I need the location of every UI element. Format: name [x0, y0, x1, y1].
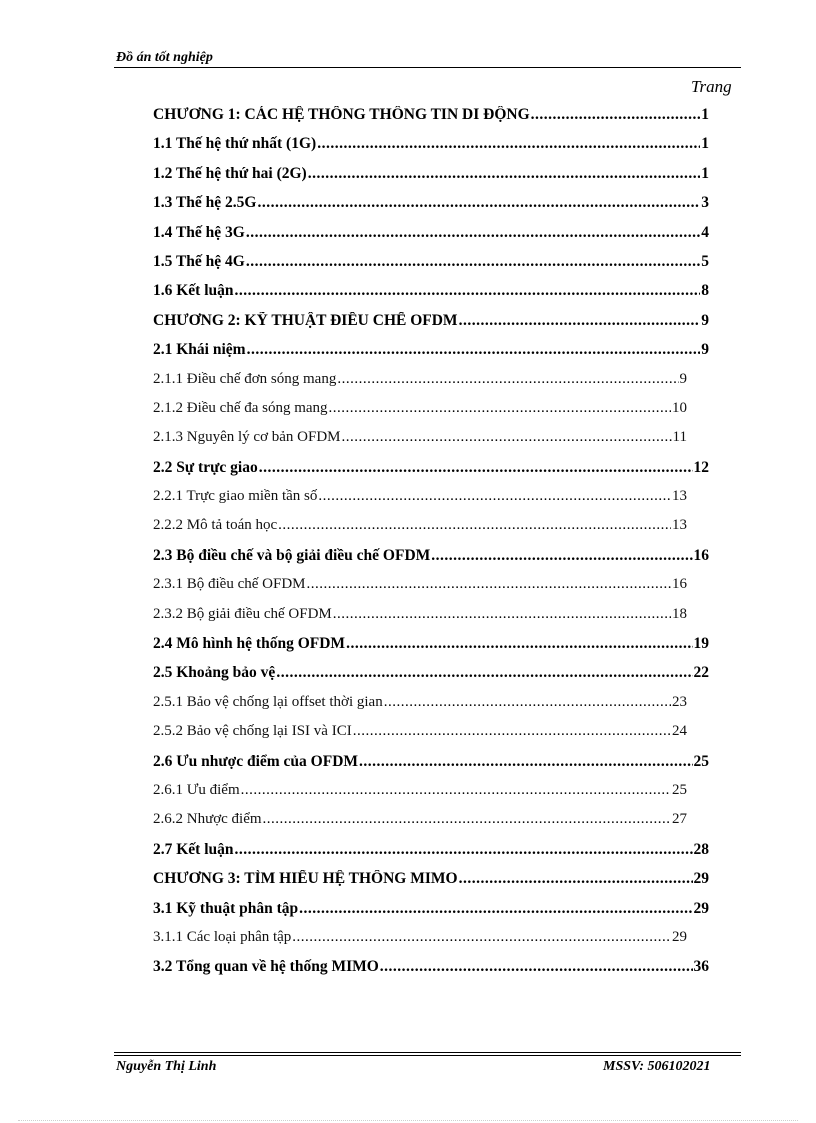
toc-entry[interactable] [153, 400, 687, 429]
toc-entry-title: 2.5.2 Bảo vệ chống lại ISI và ICI [153, 723, 352, 740]
toc-entry-title: 2.5 Khoảng bảo vệ [153, 664, 276, 682]
toc-entry[interactable] [153, 165, 709, 194]
toc-entry-title: 2.3.2 Bộ giải điều chế OFDM [153, 605, 332, 622]
toc-entry[interactable] [153, 253, 709, 282]
toc-entry[interactable] [153, 282, 709, 311]
toc-entry[interactable] [153, 753, 709, 782]
toc-entry-page-number: 4 [701, 223, 709, 241]
toc-entry-title: 1.6 Kết luận [153, 282, 234, 300]
toc-entry[interactable] [153, 841, 709, 870]
toc-dot-leader [276, 664, 692, 682]
toc-dot-leader [278, 517, 671, 534]
toc-entry-title: 2.1.2 Điều chế đa sóng mang [153, 399, 328, 416]
toc-entry-page-number: 9 [701, 311, 709, 329]
toc-entry-page-number: 11 [672, 429, 687, 446]
toc-entry-title: CHƯƠNG 1: CÁC HỆ THỐNG THÔNG TIN DI ĐỘNG [153, 106, 530, 123]
toc-entry-page-number: 29 [693, 870, 709, 888]
toc-entry-title: 1.1 Thế hệ thứ nhất (1G) [153, 135, 317, 153]
toc-entry-title: 2.3 Bộ điều chế và bộ giải điều chế OFDM [153, 546, 431, 564]
toc-dot-leader [246, 224, 700, 242]
toc-entry-page-number: 1 [701, 135, 709, 153]
toc-entry-page-number: 9 [679, 370, 687, 387]
toc-entry-title: 2.3.1 Bộ điều chế OFDM [153, 576, 306, 593]
toc-entry-title: 2.5.1 Bảo vệ chống lại offset thời gian [153, 693, 383, 710]
toc-entry[interactable] [153, 929, 687, 958]
toc-dot-leader [459, 312, 701, 330]
toc-entry[interactable] [153, 517, 687, 546]
toc-dot-leader [346, 635, 692, 653]
toc-dot-leader [247, 341, 701, 359]
toc-entry-page-number: 16 [672, 576, 687, 593]
footer-student-id: MSSV: 506102021 [603, 1059, 711, 1074]
toc-dot-leader [308, 165, 701, 183]
toc-dot-leader [459, 870, 693, 888]
toc-entry[interactable] [153, 312, 709, 341]
toc-entry[interactable] [153, 135, 709, 164]
toc-entry-title: 3.1.1 Các loại phân tập [153, 928, 292, 945]
toc-entry[interactable] [153, 106, 709, 135]
toc-entry-title: 2.2 Sự trực giao [153, 458, 258, 476]
toc-entry[interactable] [153, 429, 687, 458]
toc-entry[interactable] [153, 576, 687, 605]
toc-entry-page-number: 22 [693, 664, 709, 682]
toc-entry-page-number: 16 [693, 546, 709, 564]
toc-entry[interactable] [153, 459, 709, 488]
toc-entry-page-number: 25 [693, 752, 709, 770]
toc-entry-page-number: 1 [701, 106, 709, 123]
toc-entry-page-number: 10 [672, 399, 687, 416]
toc-entry-page-number: 12 [693, 458, 709, 476]
toc-dot-leader [353, 723, 671, 740]
toc-entry-page-number: 19 [693, 635, 709, 653]
toc-dot-leader [333, 606, 671, 623]
toc-entry-page-number: 1 [701, 164, 709, 182]
toc-entry-title: 2.6 Ưu nhược điểm của OFDM [153, 752, 359, 770]
toc-entry-title: 2.1.3 Nguyên lý cơ bản OFDM [153, 429, 341, 446]
toc-entry-page-number: 8 [701, 282, 709, 300]
table-of-contents [153, 106, 709, 988]
toc-dot-leader [318, 488, 671, 505]
toc-dot-leader [380, 958, 693, 976]
toc-entry-title: CHƯƠNG 2: KỸ THUẬT ĐIỀU CHẾ OFDM [153, 311, 458, 329]
toc-entry[interactable] [153, 900, 709, 929]
toc-dot-leader [299, 900, 692, 918]
toc-dot-leader [241, 782, 671, 799]
toc-entry[interactable] [153, 664, 709, 693]
toc-entry[interactable] [153, 194, 709, 223]
toc-entry[interactable] [153, 488, 687, 517]
footer-author: Nguyễn Thị Linh [116, 1059, 217, 1074]
toc-entry[interactable] [153, 341, 709, 370]
toc-entry-title: 1.3 Thế hệ 2.5G [153, 194, 257, 212]
toc-entry-title: 2.1.1 Điều chế đơn sóng mang [153, 370, 337, 387]
toc-entry-page-number: 36 [693, 958, 709, 976]
header-divider [114, 67, 741, 68]
toc-dot-leader [235, 841, 693, 859]
toc-entry-title: 1.4 Thế hệ 3G [153, 223, 245, 241]
toc-dot-leader [307, 576, 672, 593]
header-title: Đồ án tốt nghiệp [116, 50, 213, 65]
toc-entry-title: 2.7 Kết luận [153, 840, 234, 858]
toc-entry[interactable] [153, 782, 687, 811]
toc-entry-page-number: 13 [672, 488, 687, 505]
toc-dot-leader [359, 753, 692, 771]
toc-entry-title: 1.2 Thế hệ thứ hai (2G) [153, 164, 307, 182]
toc-dot-leader [246, 253, 700, 271]
toc-entry-title: 2.2.1 Trực giao miền tần số [153, 488, 318, 505]
toc-entry-page-number: 23 [672, 693, 687, 710]
toc-dot-leader [235, 282, 701, 300]
toc-dot-leader [384, 694, 671, 711]
toc-entry[interactable] [153, 723, 687, 752]
toc-entry-page-number: 5 [701, 252, 709, 270]
toc-dot-leader [342, 429, 672, 446]
toc-entry-page-number: 29 [693, 899, 709, 917]
toc-entry-title: 3.2 Tổng quan về hệ thống MIMO [153, 958, 379, 976]
toc-entry-title: 2.1 Khái niệm [153, 341, 246, 359]
toc-entry[interactable] [153, 694, 687, 723]
toc-entry-title: 1.5 Thế hệ 4G [153, 252, 245, 270]
toc-dot-leader [431, 547, 692, 565]
toc-entry-page-number: 25 [672, 781, 687, 798]
toc-entry-page-number: 29 [672, 928, 687, 945]
toc-entry[interactable] [153, 870, 709, 899]
toc-dot-leader [259, 459, 693, 477]
toc-entry[interactable] [153, 224, 709, 253]
toc-entry-page-number: 28 [693, 840, 709, 858]
toc-entry[interactable] [153, 547, 709, 576]
footer-divider-bottom [114, 1055, 741, 1056]
toc-dot-leader [258, 194, 701, 212]
toc-entry[interactable] [153, 635, 709, 664]
toc-entry[interactable] [153, 606, 687, 635]
toc-dot-leader [317, 135, 700, 153]
toc-dot-leader [329, 400, 671, 417]
toc-entry[interactable] [153, 811, 687, 840]
toc-entry-title: CHƯƠNG 3: TÌM HIỂU HỆ THỐNG MIMO [153, 870, 458, 888]
toc-entry-page-number: 24 [672, 723, 687, 740]
toc-entry-page-number: 3 [701, 194, 709, 212]
page-column-label: Trang [691, 77, 732, 96]
toc-entry-title: 2.4 Mô hình hệ thống OFDM [153, 635, 346, 653]
toc-entry-page-number: 27 [672, 811, 687, 828]
toc-entry[interactable] [153, 958, 709, 987]
toc-entry-page-number: 13 [672, 517, 687, 534]
footer-divider-top [114, 1052, 741, 1053]
toc-entry-title: 3.1 Kỹ thuật phân tập [153, 899, 299, 917]
toc-dot-leader [531, 106, 701, 124]
toc-entry-title: 2.6.2 Nhược điểm [153, 811, 262, 828]
toc-entry-page-number: 18 [672, 605, 687, 622]
toc-dot-leader [337, 371, 678, 388]
toc-dot-leader [292, 929, 671, 946]
toc-entry-title: 2.2.2 Mô tả toán học [153, 517, 278, 534]
page-edge-line [18, 1120, 798, 1121]
toc-dot-leader [263, 811, 671, 828]
toc-entry-title: 2.6.1 Ưu điểm [153, 781, 240, 798]
toc-entry[interactable] [153, 371, 687, 400]
toc-entry-page-number: 9 [701, 341, 709, 359]
